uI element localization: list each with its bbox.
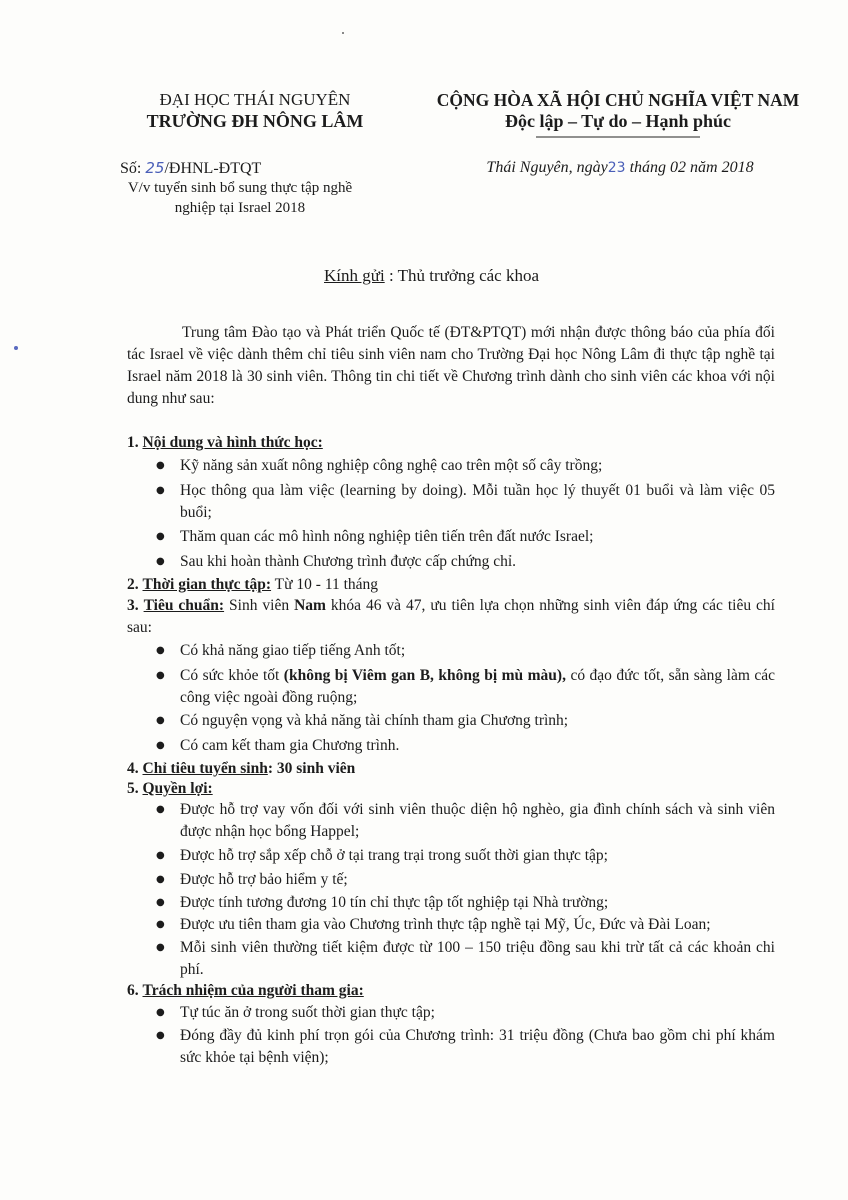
- list-item: ● Mỗi sinh viên thường tiết kiệm được từ 100 – 150 triệu đồng sau khi trừ tất cả các khoản chi phí.: [180, 937, 775, 981]
- recipient-label: Kính gửi: [324, 266, 385, 285]
- section-number: 4.: [127, 760, 139, 777]
- section-text: Từ 10 - 11 tháng: [271, 576, 379, 593]
- list-item: ● Có nguyện vọng và khả năng tài chính tham gia Chương trình;: [180, 710, 775, 732]
- docno-handwritten-number: 25: [145, 159, 165, 177]
- health-text: Có sức khỏe tốt: [180, 667, 284, 684]
- section-4-heading: [127, 758, 355, 780]
- list-item: ● Có khả năng giao tiếp tiếng Anh tốt;: [180, 640, 775, 662]
- school-name: TRƯỜNG ĐH NÔNG LÂM: [146, 111, 364, 131]
- section-title: Nội dung và hình thức học:: [142, 434, 323, 451]
- national-heading: [418, 90, 818, 132]
- section-title: Chỉ tiêu tuyển sinh: [142, 760, 268, 777]
- section-text: : 30 sinh viên: [267, 760, 356, 777]
- list-item: ● Thăm quan các mô hình nông nghiệp tiên tiến trên đất nước Israel;: [180, 526, 775, 548]
- section-3-heading: [127, 595, 775, 639]
- national-motto: Độc lập – Tự do – Hạnh phúc: [504, 111, 732, 131]
- subject-line: V/v tuyển sinh bổ sung thực tập nghề nghiệp tại Israel 2018: [127, 180, 353, 216]
- section-title: Quyền lợi:: [142, 780, 213, 797]
- section-title: Tiêu chuẩn:: [143, 597, 225, 614]
- section-6-heading: [127, 980, 364, 1002]
- list-item: ● Được ưu tiên tham gia vào Chương trình thực tập nghề tại Mỹ, Úc, Đức và Đài Loan;: [180, 914, 775, 936]
- section-title: Trách nhiệm của người tham gia:: [142, 982, 364, 999]
- date-month-year: tháng 02 năm 2018: [629, 159, 754, 176]
- section-number: 5.: [127, 780, 139, 797]
- health-text: có đạo đức tốt, sẵn sàng làm các công việc ngoài đồng ruộng;: [180, 667, 776, 706]
- country-name: CỘNG HÒA XÃ HỘI CHỦ NGHĨA VIỆT NAM: [436, 90, 800, 110]
- section-number: 3.: [127, 597, 139, 614]
- section-title: Thời gian thực tập:: [142, 576, 272, 593]
- section-number: 1.: [127, 434, 139, 451]
- intro-paragraph: Trung tâm Đào tạo và Phát triển Quốc tế (ĐT&PTQT) mới nhận được thông báo của phía đối tác Israel về việc dành thêm chỉ tiêu sinh viên nam cho Trường Đại học Nông Lâm đi thực tập nghề tại Israel năm 2018 là 30 sinh viên. Thông tin chi tiết về Chương trình dành cho sinh viên các khoa với nội dung như sau:: [127, 324, 775, 407]
- section-number: 2.: [127, 576, 139, 593]
- section-number: 6.: [127, 982, 139, 999]
- list-item: ● Có cam kết tham gia Chương trình.: [180, 735, 775, 757]
- motto-underline: [536, 136, 700, 138]
- section-5-heading: [127, 778, 213, 800]
- document-number: [120, 158, 261, 179]
- section-2-heading: [127, 574, 378, 596]
- list-item: ● Tự túc ăn ở trong suốt thời gian thực tập;: [180, 1002, 775, 1024]
- list-item: ● Đóng đầy đủ kinh phí trọn gói của Chương trình: 31 triệu đồng (Chưa bao gồm chi phí khám sức khỏe tại bệnh viện);: [180, 1025, 775, 1069]
- date-line: [455, 158, 785, 178]
- health-text-bold: (không bị Viêm gan B, không bị mù màu),: [283, 667, 566, 684]
- list-item: ● Được tính tương đương 10 tín chỉ thực tập tốt nghiệp tại Nhà trường;: [180, 892, 775, 914]
- section-text: khóa 46 và 47, ưu tiên lựa chọn những sinh viên đáp ứng các tiêu chí sau:: [127, 597, 775, 636]
- date-place: Thái Nguyên, ngày: [486, 159, 608, 176]
- list-item: ● Học thông qua làm việc (learning by doing). Mỗi tuần học lý thuyết 01 buổi và làm việc 05 buổi;: [180, 480, 775, 524]
- university-name: ĐẠI HỌC THÁI NGUYÊN: [159, 90, 351, 109]
- docno-prefix: Số:: [120, 160, 142, 177]
- margin-ink-mark: [14, 346, 18, 350]
- date-day-handwritten: 23: [607, 160, 626, 176]
- list-item: ● Kỹ năng sản xuất nông nghiệp công nghệ cao trên một số cây trồng;: [180, 455, 775, 477]
- section-1-heading: [127, 432, 323, 454]
- issuer-block: [120, 90, 390, 132]
- list-item: ● Được hỗ trợ vay vốn đối với sinh viên thuộc diện hộ nghèo, gia đình chính sách và sinh viên được nhận học bổng Happel;: [180, 799, 775, 843]
- list-item: ● Được hỗ trợ sắp xếp chỗ ở tại trang trại trong suốt thời gian thực tập;: [180, 845, 775, 867]
- docno-suffix: /ĐHNL-ĐTQT: [164, 160, 262, 177]
- recipient-value: : Thủ trưởng các khoa: [388, 266, 540, 285]
- scan-speck: [342, 32, 344, 34]
- list-item: ● Được hỗ trợ bảo hiểm y tế;: [180, 869, 775, 891]
- recipient-line: [324, 266, 539, 286]
- section-text: Sinh viên: [224, 597, 295, 614]
- list-item: ● Sau khi hoàn thành Chương trình được cấp chứng chỉ.: [180, 551, 775, 573]
- section-text-bold: Nam: [294, 597, 326, 614]
- list-item-health: [180, 665, 775, 709]
